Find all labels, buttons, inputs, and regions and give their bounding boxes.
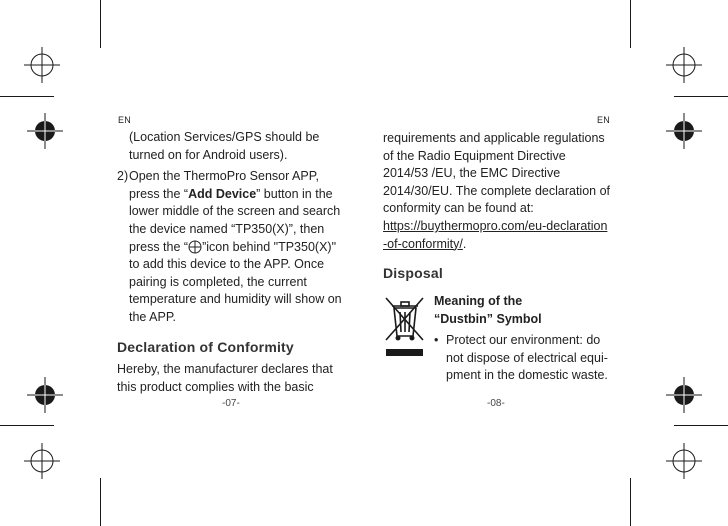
declaration-continued: requirements and applicable regulations of the Radio Equipment Directive 2014/53 /EU, the EMC Directive 2014/30/EU. The complete declaration of conformity can be found at: xyxy=(383,131,610,216)
page-number-right: -08- xyxy=(487,398,505,409)
registration-mark-filled-icon xyxy=(664,375,704,415)
crop-mark xyxy=(674,96,728,97)
link-suffix: . xyxy=(462,236,467,251)
declaration-heading: Declaration of Conformity xyxy=(117,338,294,355)
location-services-note: (Location Services/GPS should be turned on for Android users). xyxy=(129,130,320,162)
crop-mark xyxy=(674,425,728,426)
crop-mark xyxy=(100,0,101,48)
registration-mark-icon xyxy=(664,441,704,481)
language-tag: EN xyxy=(597,115,610,125)
crop-mark xyxy=(0,425,54,426)
dustbin-section xyxy=(434,293,612,385)
language-tag: EN xyxy=(118,115,131,125)
page-number-left: -07- xyxy=(222,398,240,409)
declaration-url-link[interactable]: https://buythermopro.com/eu-declaration -of-conformity/ xyxy=(383,218,608,251)
registration-mark-icon xyxy=(22,45,62,85)
bullet-item xyxy=(434,332,612,385)
add-device-label: Add Device xyxy=(188,186,257,201)
circled-plus-icon xyxy=(188,240,202,254)
crop-mark xyxy=(100,478,101,526)
registration-mark-icon xyxy=(664,45,704,85)
dustbin-title: Meaning of the “Dustbin” Symbol xyxy=(434,294,542,326)
registration-mark-filled-icon xyxy=(664,111,704,151)
step-2-text-part2: ” button in the lower middle of the screen and search the device named “TP350(X)”, then press the “ xyxy=(129,186,341,254)
declaration-link-line xyxy=(383,218,611,253)
crop-mark xyxy=(630,0,631,48)
bullet-text: Protect our environment: do not dispose of electrical equi- pment in the domestic waste. xyxy=(446,333,608,383)
crossed-out-dustbin-icon xyxy=(383,294,427,360)
declaration-body: Hereby, the manufacturer declares that this product complies with the basic xyxy=(117,362,333,394)
step-2 xyxy=(117,168,345,326)
step-2-text-part3: ”icon behind "TP350(X)" to add this device to the APP. Once pairing is completed, the current temperature and humidity will show on the APP. xyxy=(129,239,342,324)
crop-mark xyxy=(630,478,631,526)
crop-mark xyxy=(0,96,54,97)
registration-mark-icon xyxy=(22,441,62,481)
right-page-content xyxy=(383,130,611,283)
bullet-marker: • xyxy=(434,333,439,348)
step-number: 2) xyxy=(117,169,129,184)
step-2-text-part1: Open the ThermoPro Sensor APP, press the “ xyxy=(129,169,319,201)
registration-mark-filled-icon xyxy=(25,111,65,151)
disposal-heading: Disposal xyxy=(383,265,443,282)
registration-mark-filled-icon xyxy=(25,375,65,415)
left-page-content xyxy=(117,129,345,396)
